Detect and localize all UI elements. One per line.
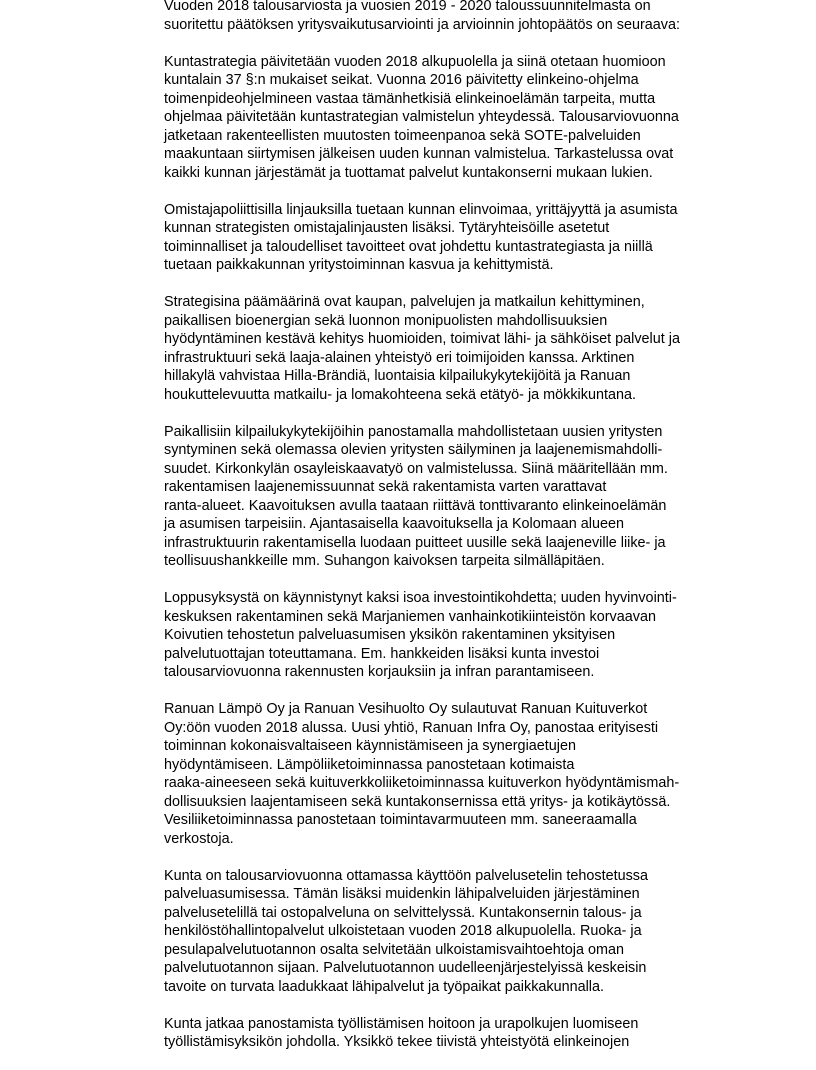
- text-line: hyödyntämiseen. Lämpöliiketoiminnassa panostetaan kotimaista: [164, 756, 575, 773]
- text-line: pesulapalvelutuotannon osalta selvitetään ulkoistamisvaihtoehtoja oman: [164, 941, 625, 958]
- text-line: keskuksen rakentaminen sekä Marjaniemen vanhainkotikiinteistön korvaavan: [164, 608, 656, 625]
- text-line: talousarviovuonna rakennusten korjauksiin ja infran parantamiseen.: [164, 664, 595, 680]
- text-line: verkostoja.: [164, 830, 234, 847]
- text-line: kaikki kunnan järjestämät ja tuottamat palvelut kuntakonserni mukaan lukien.: [164, 164, 653, 181]
- paragraph-investoinnit: [164, 589, 764, 682]
- paragraph-ranuan-infra: [164, 700, 764, 848]
- text-line: palvelutuottajan toteuttamana. Em. hankkeiden lisäksi kunta investoi: [164, 645, 600, 662]
- text-line: ranta-alueet. Kaavoituksen avulla taataan riittävä tonttivaranto elinkeinoelämän: [164, 497, 667, 514]
- text-line: houkuttelevuutta matkailu- ja lomakohteena sekä etätyö- ja mökkikuntana.: [164, 386, 636, 403]
- text-line: Kunta jatkaa panostamista työllistämisen hoitoon ja urapolkujen luomiseen: [164, 1015, 639, 1032]
- paragraph-intro: [164, 0, 764, 34]
- text-line: kunnan strategisten omistajalinjausten lisäksi. Tytäryhteisöille asetetut: [164, 220, 610, 236]
- text-line: Oy:öön vuoden 2018 alussa. Uusi yhtiö, Ranuan Infra Oy, panostaa erityisesti: [164, 719, 659, 736]
- text-line: Kunta on talousarviovuonna ottamassa käyttöön palvelusetelin tehostetussa: [164, 867, 648, 884]
- text-line: hillakylä vahvistaa Hilla-Brändiä, luontaisia kilpailukykytekijöitä ja Ranuan: [164, 368, 631, 384]
- paragraph-tyollistaminen: [164, 1015, 764, 1052]
- text-line: teollisuushankkeille mm. Suhangon kaivoksen tarpeita silmälläpitäen.: [164, 553, 605, 569]
- paragraph-strategiset-paamaarat: [164, 293, 764, 404]
- paragraph-palveluseteli: [164, 867, 764, 997]
- text-line: työllistämisyksikön johdolla. Yksikkö tekee tiivistä yhteistyötä elinkeinojen: [164, 1034, 630, 1050]
- text-line: palvelusetelillä tai ostopalveluna on selvittelyssä. Kuntakonsernin talous- ja: [164, 904, 642, 921]
- text-line: Koivutien tehostetun palveluasumisen yksikön rakentaminen yksityisen: [164, 627, 616, 643]
- text-line: palvelutuotannon sijaan. Palvelutuotannon uudelleenjärjestelyissä keskeisin: [164, 960, 647, 976]
- text-line: raaka-aineeseen sekä kuituverkkoliiketoiminnassa kuituverkon hyödyntämismah-: [164, 775, 680, 791]
- text-line: ja asumisen tarpeisiin. Ajantasaisella kaavoituksella ja Kolomaan alueen: [164, 516, 624, 532]
- text-line: hyödyntäminen kestävä kehitys huomioiden, toimivat lähi- ja sähköiset palvelut ja: [164, 331, 680, 347]
- text-line: ohjelmaa päivitetään kuntastrategian valmistelun yhteydessä. Talousarviovuonna: [164, 109, 679, 125]
- text-line: palveluasumisessa. Tämän lisäksi muidenkin lähipalveluiden järjestäminen: [164, 886, 640, 902]
- paragraph-kilpailukyky: [164, 423, 764, 571]
- text-line: Omistajapoliittisilla linjauksilla tuetaan kunnan elinvoimaa, yrittäjyyttä ja asumista: [164, 201, 678, 218]
- text-line: Ranuan Lämpö Oy ja Ranuan Vesihuolto Oy sulautuvat Ranuan Kuituverkot: [164, 701, 648, 717]
- text-line: kuntalain 37 §:n mukaiset seikat. Vuonna 2016 päivitetty elinkeino-ohjelma: [164, 72, 639, 88]
- text-line: Vesiliiketoiminnassa panostetaan toimintavarmuuteen mm. saneeraamalla: [164, 812, 637, 828]
- text-line: Vuoden 2018 talousarviosta ja vuosien 2019 - 2020 taloussuunnitelmasta on: [164, 0, 651, 14]
- text-line: infrastruktuuri sekä laaja-alainen yhteistyö eri toimijoiden kanssa. Arktinen: [164, 349, 635, 366]
- text-line: jatketaan rakenteellisten muutosten toimeenpanoa sekä SOTE-palveluiden: [164, 127, 641, 144]
- document-page: [164, 0, 764, 1070]
- paragraph-kuntastrategia: [164, 53, 764, 183]
- text-line: dollisuuksien laajentamiseen sekä kuntakonsernissa että yritys- ja kotikäytössä.: [164, 793, 671, 810]
- text-line: maakuntaan siirtymisen jälkeisen uuden kunnan valmistelua. Tarkastelussa ovat: [164, 146, 674, 162]
- text-line: suoritettu päätöksen yritysvaikutusarviointi ja arvioinnin johtopäätös on seuraava:: [164, 16, 680, 33]
- text-line: Kuntastrategia päivitetään vuoden 2018 alkupuolella ja siinä otetaan huomioon: [164, 53, 666, 70]
- text-line: Loppusyksystä on käynnistynyt kaksi isoa investointikohdetta; uuden hyvinvointi-: [164, 590, 677, 606]
- text-line: suudet. Kirkonkylän osayleiskaavatyö on valmistelussa. Siinä määritellään mm.: [164, 460, 668, 477]
- text-line: toimenpideohjelmineen vastaa tämänhetkisiä elinkeinoelämän tarpeita, mutta: [164, 90, 656, 107]
- text-line: syntyminen sekä olemassa olevien yritysten säilyminen ja laajenemismahdolli-: [164, 442, 663, 458]
- text-line: infrastruktuurin rakentamisella luodaan puitteet uusille sekä laajeneville liike- ja: [164, 534, 666, 551]
- paragraph-omistajapolitiikka: [164, 201, 764, 275]
- text-line: rakentamisen laajenemissuunnat sekä rakentamista varten varattavat: [164, 479, 607, 495]
- text-line: henkilöstöhallintopalvelut ulkoistetaan vuoden 2018 alkupuolella. Ruoka- ja: [164, 923, 642, 939]
- text-line: paikallisen bioenergian sekä luonnon monipuolisten mahdollisuuksien: [164, 312, 608, 329]
- text-line: tuetaan paikkakunnan yritystoiminnan kasvua ja kehittymistä.: [164, 257, 554, 273]
- text-line: Strategisina päämäärinä ovat kaupan, palvelujen ja matkailun kehittyminen,: [164, 294, 645, 310]
- text-line: Paikallisiin kilpailukykytekijöihin panostamalla mahdollistetaan uusien yritysten: [164, 423, 663, 440]
- text-line: tavoite on turvata laadukkaat lähipalvelut ja työpaikat paikkakunnalla.: [164, 978, 604, 995]
- text-line: toiminnalliset ja taloudelliset tavoitteet ovat johdettu kuntastrategiasta ja niillä: [164, 238, 653, 255]
- text-line: toiminnan kokonaisvaltaiseen käynnistämiseen ja synergiaetujen: [164, 738, 576, 754]
